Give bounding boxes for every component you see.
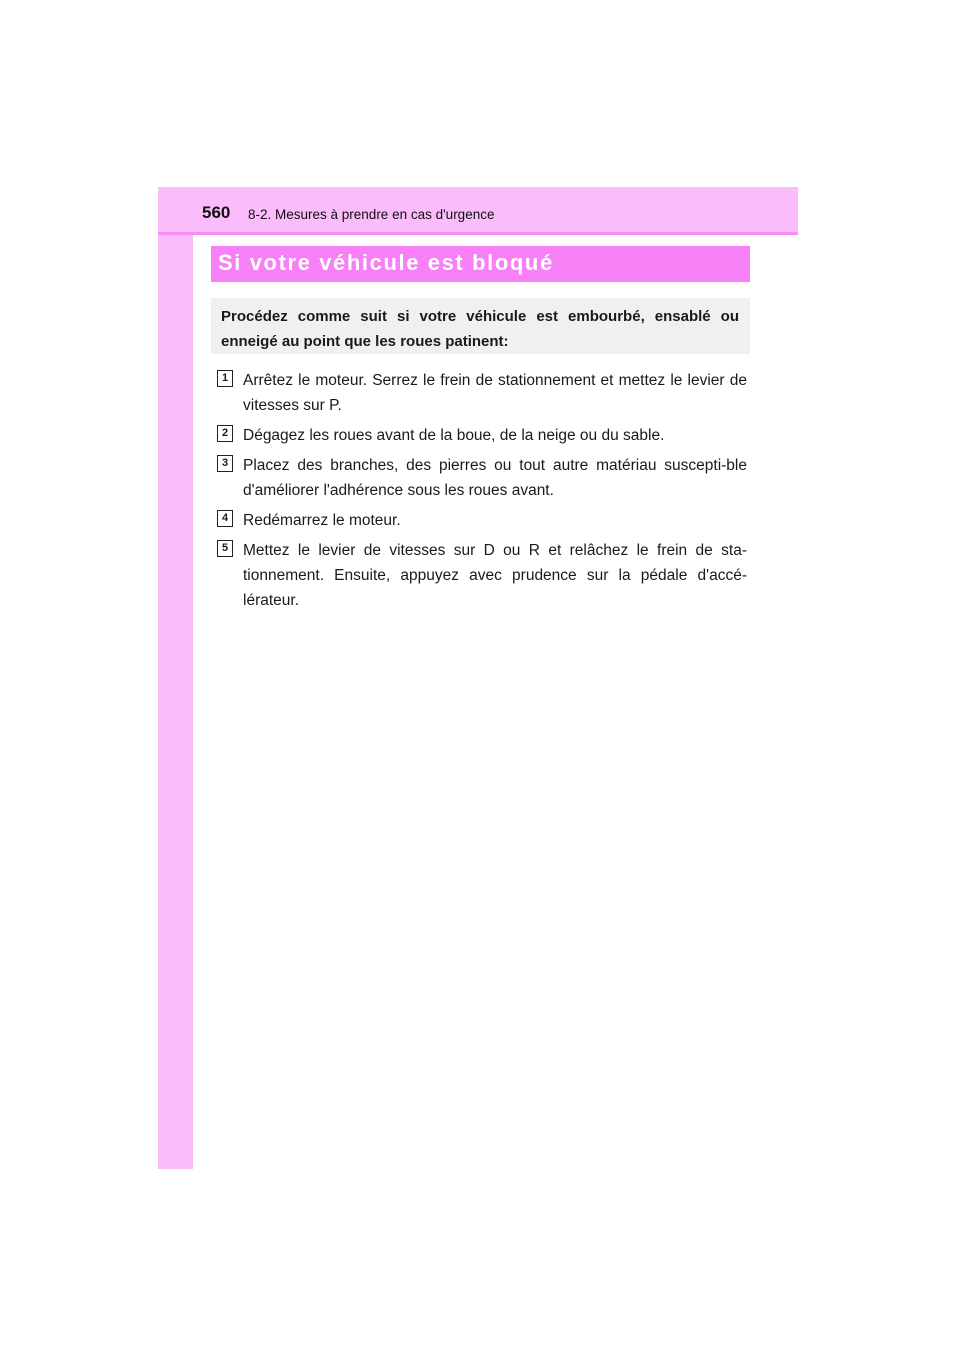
step-number-badge: 5: [217, 540, 233, 557]
intro-box: [211, 298, 750, 354]
step-item: [217, 423, 747, 448]
side-band: [158, 187, 193, 1169]
step-number-badge: 4: [217, 510, 233, 527]
page-number: 560: [202, 203, 231, 222]
step-text: Mettez le levier de vitesses sur D ou R et relâchez le frein de sta-tionnement. Ensuite, appuyez avec prudence sur la pédale d'accé-lérateur.: [243, 542, 747, 609]
step-text: Redémarrez le moteur.: [243, 512, 401, 529]
page-title: Si votre véhicule est bloqué: [218, 250, 554, 275]
header-divider: [158, 232, 798, 235]
step-item: [217, 368, 747, 418]
title-bar: [211, 246, 750, 282]
step-number-badge: 3: [217, 455, 233, 472]
step-item: [217, 538, 747, 613]
intro-text: Procédez comme suit si votre véhicule est embourbé, ensablé ou enneigé au point que les roues patinent:: [221, 308, 739, 350]
step-item: [217, 508, 747, 533]
step-text: Arrêtez le moteur. Serrez le frein de stationnement et mettez le levier de vitesses sur P.: [243, 372, 747, 414]
step-item: [217, 453, 747, 503]
step-number-badge: 2: [217, 425, 233, 442]
step-number-badge: 1: [217, 370, 233, 387]
step-text: Placez des branches, des pierres ou tout autre matériau suscepti-ble d'améliorer l'adhérence sous les roues avant.: [243, 457, 747, 499]
step-text: Dégagez les roues avant de la boue, de la neige ou du sable.: [243, 427, 665, 444]
steps-list: [217, 368, 747, 618]
section-reference: 8-2. Mesures à prendre en cas d'urgence: [248, 207, 495, 222]
